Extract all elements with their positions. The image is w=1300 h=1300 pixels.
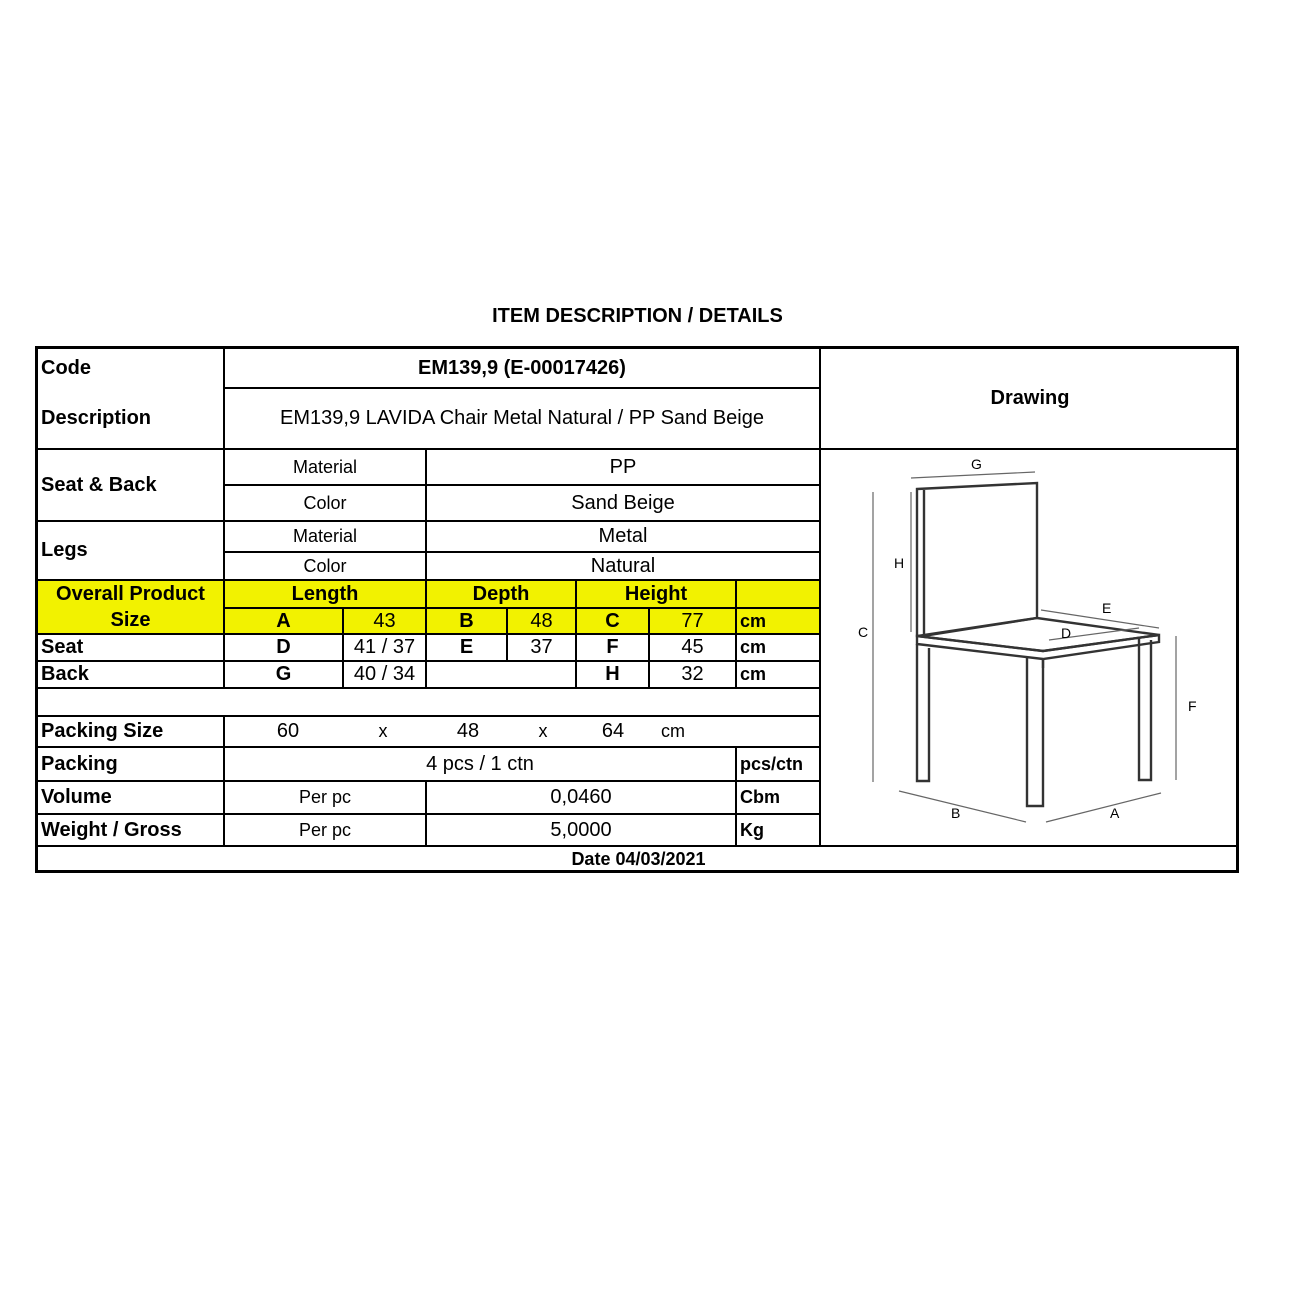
seat-unit: cm: [740, 637, 767, 657]
packing-size-length: 60: [276, 720, 300, 742]
back-label: Back: [41, 663, 89, 685]
weight-label: Weight / Gross: [41, 818, 182, 841]
dim-f-label: F: [606, 636, 619, 658]
legs-label: Legs: [41, 539, 88, 561]
dim-f-value: 45: [681, 636, 704, 658]
height-header: Height: [624, 582, 688, 605]
drawing-label-b: B: [951, 805, 961, 821]
volume-unit: Cbm: [740, 787, 780, 807]
dim-a-value: 43: [373, 609, 396, 632]
dim-h-label: H: [605, 663, 620, 685]
legs-color-label: Color: [303, 555, 347, 576]
dim-h-value: 32: [681, 663, 704, 685]
drawing-label-h: H: [894, 555, 905, 571]
seat-back-color-label: Color: [303, 492, 347, 513]
legs-material: Metal: [598, 525, 648, 547]
packing-value: 4 pcs / 1 ctn: [426, 752, 534, 775]
page-title: ITEM DESCRIPTION / DETAILS: [492, 305, 783, 327]
back-unit: cm: [740, 664, 767, 684]
packing-size-width: 48: [456, 720, 480, 742]
overall-size-label-line1: Overall Product: [56, 582, 205, 605]
leg-front-right: [1139, 637, 1151, 780]
code-value: EM139,9 (E-00017426): [418, 356, 626, 379]
legs-color: Natural: [590, 554, 656, 577]
dim-e-label: E: [459, 636, 474, 658]
packing-size-x1: x: [378, 721, 388, 741]
dim-a-label: A: [276, 609, 291, 632]
overall-size-label-line2: Size: [110, 609, 151, 631]
dim-g-value: 40 / 34: [353, 663, 416, 685]
drawing-label-d: D: [1061, 625, 1072, 641]
depth-header: Depth: [472, 582, 530, 605]
weight-per: Per pc: [298, 819, 352, 840]
overall-unit: cm: [740, 610, 767, 631]
code-label: Code: [41, 356, 91, 379]
leg-back-left: [917, 644, 929, 781]
volume-label: Volume: [41, 786, 112, 808]
packing-label: Packing: [41, 752, 118, 775]
dim-line-g: [911, 472, 1035, 478]
leg-front-left: [1027, 657, 1043, 806]
volume-per: Per pc: [298, 787, 352, 807]
chair-backrest: [917, 483, 1037, 636]
chair-seat-front: [917, 635, 1159, 659]
dim-line-b: [899, 791, 1026, 822]
dim-line-e: [1041, 610, 1159, 628]
packing-unit: pcs/ctn: [740, 753, 804, 774]
dim-b-label: B: [459, 609, 474, 632]
dim-line-a: [1046, 793, 1161, 822]
description-value: EM139,9 LAVIDA Chair Metal Natural / PP Sand Beige: [280, 407, 764, 429]
footer-date: Date 04/03/2021: [571, 849, 706, 869]
seat-back-color: Sand Beige: [571, 491, 675, 514]
seat-back-label: Seat & Back: [41, 473, 157, 496]
drawing-label-e: E: [1102, 600, 1112, 616]
dim-e-value: 37: [530, 636, 553, 658]
packing-size-x2: x: [538, 721, 548, 741]
seat-back-material: PP: [609, 455, 637, 478]
drawing-label: Drawing: [990, 387, 1070, 409]
seat-label: Seat: [41, 636, 84, 658]
legs-material-label: Material: [292, 526, 358, 546]
description-label: Description: [41, 407, 152, 429]
dim-b-value: 48: [530, 609, 553, 632]
packing-size-label: Packing Size: [41, 720, 164, 742]
dim-c-label: C: [605, 609, 620, 632]
drawing-label-f: F: [1188, 698, 1197, 714]
row-divider: [38, 687, 820, 689]
seat-back-material-label: Material: [292, 456, 358, 477]
spec-sheet: [35, 346, 1239, 873]
dim-d-value: 41 / 37: [353, 636, 416, 658]
volume-value: 0,0460: [550, 786, 612, 808]
packing-size-height: 64: [601, 720, 625, 742]
dim-c-value: 77: [681, 609, 704, 632]
drawing-label-a: A: [1110, 805, 1120, 821]
packing-size-unit: cm: [661, 721, 685, 741]
drawing-label-g: G: [971, 456, 982, 472]
chair-drawing: [821, 450, 1239, 845]
drawing-label-c: C: [858, 624, 869, 640]
dim-d-label: D: [276, 636, 291, 658]
weight-value: 5,0000: [550, 818, 612, 841]
dim-g-label: G: [275, 663, 292, 685]
weight-unit: Kg: [740, 819, 764, 840]
length-header: Length: [291, 582, 359, 605]
